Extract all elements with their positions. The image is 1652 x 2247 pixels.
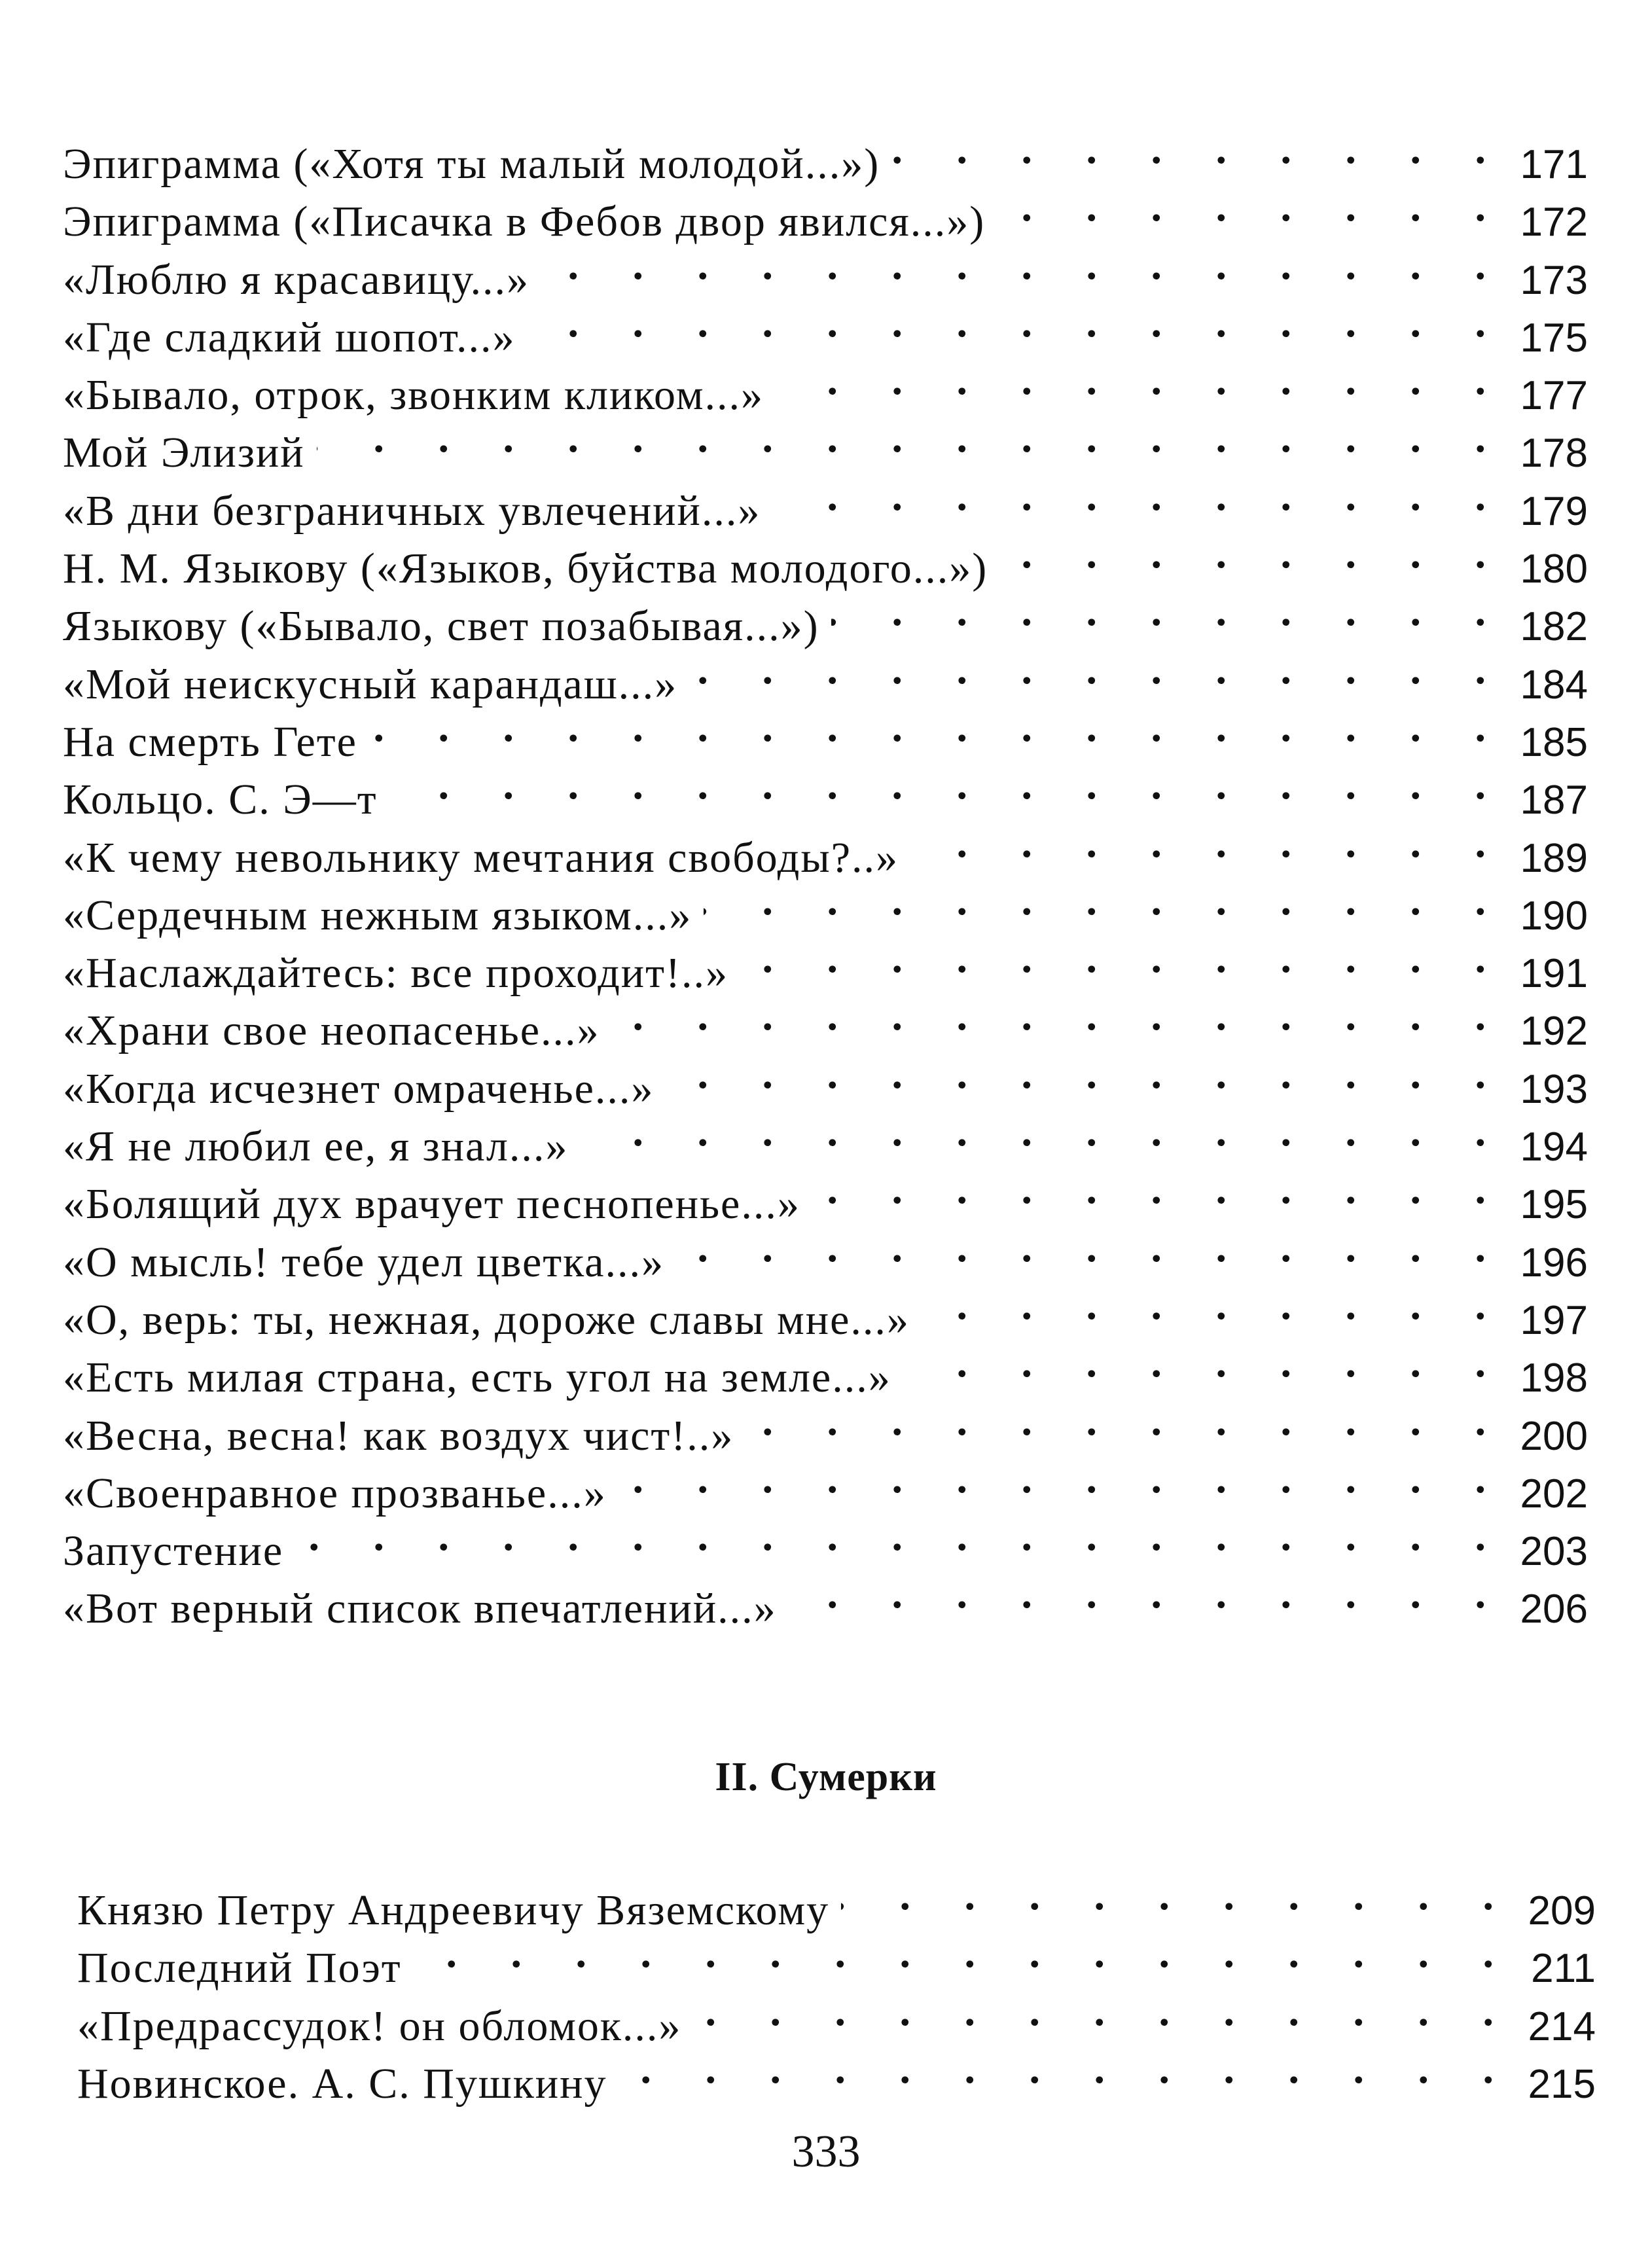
entry-page: 191 <box>1520 951 1588 997</box>
entry-title: «Вот верный список впечатлений...» <box>63 1585 777 1633</box>
entry-title: «Предрассудок! он обломок...» <box>77 2002 682 2050</box>
entry-page: 187 <box>1520 778 1588 823</box>
entry-page: 177 <box>1520 373 1588 419</box>
entry-title: «Где сладкий шопот...» <box>63 313 516 361</box>
entry-page: 180 <box>1520 547 1588 592</box>
dot-leader <box>999 525 1486 583</box>
entry-title: «О мысль! тебе удел цветка...» <box>63 1238 664 1286</box>
entry-title: Н. М. Языкову («Языков, буйства молодого...») <box>63 545 988 593</box>
dot-leader <box>831 583 1486 640</box>
dot-leader <box>389 756 1486 814</box>
dot-leader <box>317 409 1486 467</box>
entry-page: 211 <box>1531 1946 1596 1992</box>
entry-title: «Весна, весна! как воздух чист!..» <box>63 1411 734 1460</box>
entry-page: 195 <box>1520 1182 1588 1228</box>
dot-leader <box>910 814 1486 872</box>
entry-page: 173 <box>1520 257 1588 303</box>
entry-title: «Люблю я красавицу...» <box>63 255 530 304</box>
dot-leader <box>922 1276 1486 1334</box>
dot-leader <box>689 641 1486 698</box>
dot-leader <box>776 351 1486 409</box>
entry-page: 198 <box>1520 1356 1588 1401</box>
entry-title: «Бывало, отрок, звонким кликом...» <box>63 371 764 420</box>
entry-title: «Есть милая страна, есть угол на земле...» <box>63 1354 891 1402</box>
entry-title: «Когда исчезнет омраченье...» <box>63 1064 655 1113</box>
entry-page: 193 <box>1520 1066 1588 1112</box>
dot-leader <box>789 1565 1486 1623</box>
toc-entry <box>63 1565 1588 1633</box>
entry-title: «Своенравное прозванье...» <box>63 1469 607 1517</box>
entry-page: 197 <box>1520 1297 1588 1343</box>
toc-list <box>77 1867 1596 2108</box>
entry-title: «Сердечным нежным языком...» <box>63 891 692 939</box>
entry-page: 215 <box>1528 2061 1596 2107</box>
entry-page: 172 <box>1520 200 1588 245</box>
toc-list <box>63 120 1588 1633</box>
entry-title: «Наслаждайтесь: все проходит!..» <box>63 949 728 998</box>
entry-title: Новинское. А. С. Пушкину <box>77 2059 607 2108</box>
dot-leader <box>612 987 1486 1045</box>
entry-title: Языкову («Бывало, свет позабывая...») <box>63 602 819 651</box>
entry-title: «Мой неискусный карандаш...» <box>63 660 678 708</box>
page-number: 333 <box>791 2127 861 2177</box>
entry-page: 184 <box>1520 662 1588 708</box>
dot-leader <box>997 178 1486 236</box>
entry-page: 202 <box>1520 1471 1588 1517</box>
entry-page: 196 <box>1520 1240 1588 1285</box>
entry-page: 182 <box>1520 604 1588 650</box>
section-heading: II. Сумерки <box>715 1755 937 1799</box>
toc-entry <box>77 1867 1596 1934</box>
entry-page: 190 <box>1520 893 1588 939</box>
dot-leader <box>812 1160 1486 1218</box>
entry-page: 171 <box>1520 142 1588 187</box>
entry-title: Последний Поэт <box>77 1944 402 1992</box>
entry-title: «Я не любил ее, я знал...» <box>63 1123 569 1171</box>
dot-leader <box>619 2040 1494 2098</box>
dot-leader <box>528 294 1486 351</box>
dot-leader <box>414 1924 1494 1982</box>
entry-page: 214 <box>1528 2004 1596 2049</box>
entry-title: На смерть Гете <box>63 717 357 766</box>
entry-title: Кольцо. С. Э—т <box>63 776 378 824</box>
entry-title: Эпиграмма («Писачка в Фебов двор явился...») <box>63 198 986 246</box>
entry-page: 185 <box>1520 719 1588 765</box>
dot-leader <box>666 1045 1486 1103</box>
dot-leader <box>745 1392 1486 1450</box>
dot-leader <box>369 698 1486 756</box>
entry-title: «В дни безграничных увлечений...» <box>63 486 761 535</box>
dot-leader <box>841 1867 1494 1924</box>
entry-title: «Болящий дух врачует песнопенье...» <box>63 1180 800 1229</box>
dot-leader <box>541 236 1486 294</box>
dot-leader <box>295 1507 1486 1565</box>
entry-page: 209 <box>1528 1888 1596 1933</box>
entry-title: «К чему невольнику мечтания свободы?..» <box>63 833 899 882</box>
dot-leader <box>693 1983 1494 2040</box>
entry-title: Запустение <box>63 1527 284 1575</box>
toc-entry <box>63 120 1588 188</box>
dot-leader <box>704 872 1486 929</box>
entry-title: Мой Элизий <box>63 429 305 477</box>
dot-leader <box>740 929 1486 987</box>
dot-leader <box>676 1219 1486 1276</box>
dot-leader <box>903 1334 1486 1392</box>
entry-page: 192 <box>1520 1009 1588 1054</box>
entry-page: 175 <box>1520 315 1588 361</box>
entry-page: 189 <box>1520 835 1588 881</box>
entry-page: 194 <box>1520 1124 1588 1170</box>
entry-page: 203 <box>1520 1529 1588 1575</box>
entry-page: 179 <box>1520 488 1588 534</box>
dot-leader <box>772 467 1486 525</box>
dot-leader <box>891 120 1486 178</box>
entry-title: Эпиграмма («Хотя ты малый молодой...») <box>63 140 880 188</box>
entry-page: 178 <box>1520 431 1588 476</box>
dot-leader <box>580 1103 1486 1160</box>
entry-title: «Храни свое неопасенье...» <box>63 1007 600 1055</box>
entry-page: 206 <box>1520 1587 1588 1632</box>
entry-title: «О, верь: ты, нежная, дороже славы мне...» <box>63 1295 910 1344</box>
dot-leader <box>619 1450 1486 1507</box>
entry-title: Князю Петру Андреевичу Вяземскому <box>77 1886 830 1934</box>
entry-page: 200 <box>1520 1413 1588 1459</box>
